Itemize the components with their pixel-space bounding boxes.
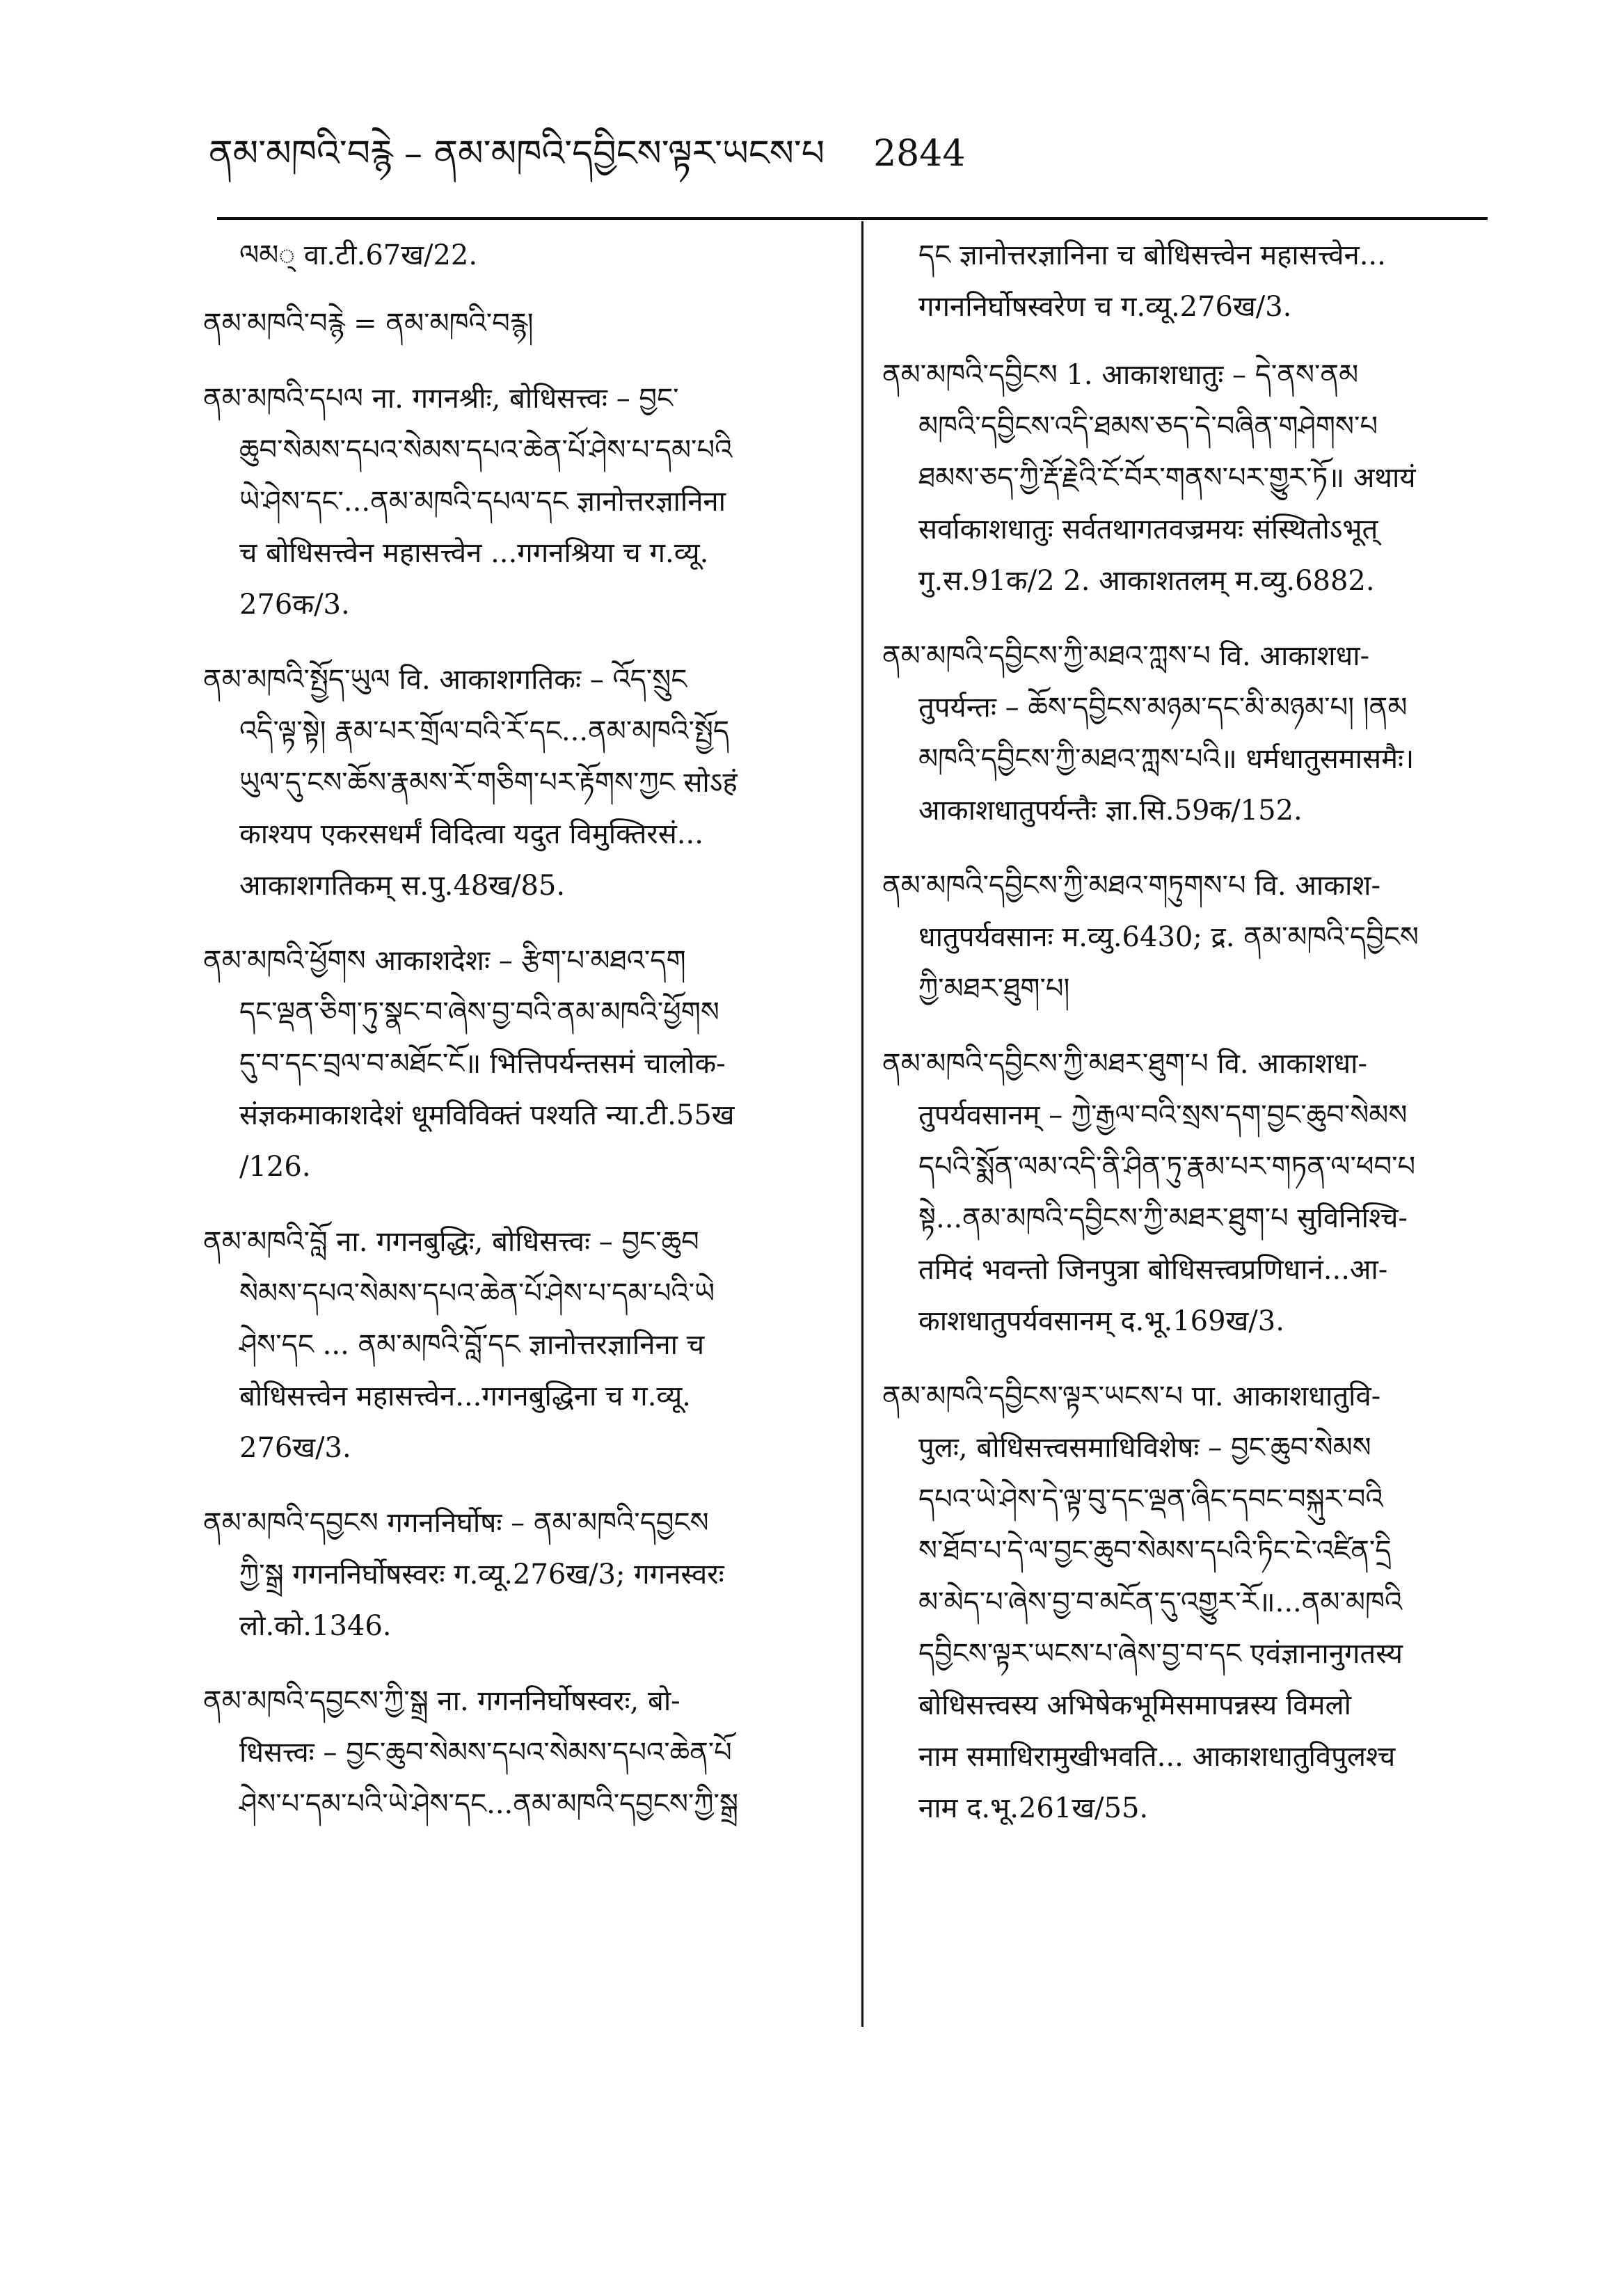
entry-line: धातुपर्यवसानः म.व्यु.6430; द्र. ནམ་མཁའི་དབྱིངས (918, 921, 1419, 953)
entry-line: འདི་ལྟ་སྟེ། རྣམ་པར་གྲོལ་བའི་རོ་དང...ནམ་མཁའི་སྤྱོད (239, 715, 730, 747)
entry-line-headword: ནམ་མཁའི་དབྱིངས་ཀྱི་མཐའ་གཏུགས་པ वि. आकाश- (882, 870, 1381, 902)
entry-line: तुपर्यवसानम् – ཀྱེ་རྒྱལ་བའི་སྲས་དག་བྱང་ཆུབ་སེམས (918, 1099, 1408, 1131)
entry-line-headword: ནམ་མཁའི་དབྱངས་ཀྱི་སྒྲ ना. गगननिर्घोषस्वरः, बो- (203, 1685, 680, 1717)
entry-line: སེམས་དཔའ་སེམས་དཔའ་ཆེན་པོ་ཤེས་པ་དམ་པའི་ཡེ (239, 1277, 715, 1309)
right-column (882, 230, 1495, 1858)
entry-line: ཀྱི་མཐར་ཐུག་པ། (918, 973, 1070, 1005)
dictionary-entry (882, 860, 1495, 1014)
entry-line-headword: ནམ་མཁའི་དབྱིངས་ལྟར་ཡངས་པ पा. आकाशधातुवि- (882, 1380, 1381, 1412)
entry-line: ཀྱི་སྒྲ गगननिर्घोषस्वरः ग.व्यू.276ख/3; गगनस्वरः (239, 1559, 724, 1591)
dictionary-entry (203, 298, 829, 349)
dictionary-entry (882, 630, 1495, 836)
entry-line: མཁའི་དབྱིངས་ཀྱི་མཐའ་ཀླས་པའི॥ धर्मधातुसमासमैः। (918, 743, 1415, 775)
entry-line: དཔའི་སྨོན་ལམ་འདི་ནི་ཤིན་ཏུ་རྣམ་པར་གཏན་ལ་ཕབ་པ (918, 1151, 1416, 1183)
entry-line: बोधिसत्त्वेन महासत्त्वेन...गगनबुद्धिना च ग.व्यू. (239, 1380, 691, 1412)
entry-line: ས་ཐོབ་པ་དེ་ལ་བྱང་ཆུབ་སེམས་དཔའི་ཏིང་ངེ་འཛིན་དྲི (918, 1535, 1392, 1567)
entry-line: ཡེ་ཤེས་དང་...ནམ་མཁའི་དཔལ་དང ज्ञानोत्तरज्ञानिना (239, 486, 726, 518)
entry-line: नाम समाधिरामुखीभवति... आकाशधातुविपुलश्च (918, 1741, 1396, 1773)
entry-line: སྟེ...ནམ་མཁའི་དབྱིངས་ཀྱི་མཐར་ཐུག་པ सुविनिश्चि- (918, 1202, 1408, 1234)
entry-line: तुपर्यन्तः – ཆོས་དབྱིངས་མཉམ་དང་མི་མཉམ་པ། །ནམ (918, 692, 1408, 724)
dictionary-entry (882, 349, 1495, 607)
entry-line: नाम द.भू.261ख/55. (918, 1792, 1149, 1824)
entry-line: काश्यप एकरसधर्मं विदित्वा यदुत विमुक्तिरसं... (239, 818, 703, 850)
left-column (203, 230, 829, 1854)
entry-line-headword: དང ज्ञानोत्तरज्ञानिना च बोधिसत्त्वेन महासत्त्वेन... (918, 239, 1386, 271)
dictionary-entry (203, 373, 829, 630)
entry-line-headword: ནམ་མཁའི་སྤྱོད་ཡུལ वि. आकाशगतिकः – འོད་སྲུང (203, 664, 687, 696)
entry-line: དབྱིངས་ལྟར་ཡངས་པ་ཞེས་བྱ་བ་དང एवंज्ञानानुगतस्य (918, 1638, 1403, 1670)
entry-line: धिसत्त्वः – བྱང་ཆུབ་སེམས་དཔའ་སེམས་དཔའ་ཆེན་པོ (239, 1737, 732, 1769)
entry-line: गगननिर्घोषस्वरेण च ग.व्यू.276ख/3. (918, 291, 1292, 323)
entry-line: དུ་བ་དང་བྲལ་བ་མཐོང་ངོ॥ भित्तिपर्यन्तसमं चालोक- (239, 1048, 726, 1080)
header-title: ནམ་མཁའི་བརྙེ – ནམ་མཁའི་དབྱིངས་ལྟར་ཡངས་པ (209, 132, 825, 175)
entry-line: आकाशगतिकम् स.पु.48ख/85. (239, 870, 566, 902)
entry-line-headword: ནམ་མཁའི་དབྱིངས་ཀྱི་མཐའ་ཀླས་པ वि. आकाशधा- (882, 640, 1370, 672)
entry-line: काशधातुपर्यवसानम् द.भू.169ख/3. (918, 1305, 1284, 1337)
entry-line: དང་ལྡན་ཅིག་ཏུ་སྣང་བ་ཞེས་བྱ་བའི་ནམ་མཁའི་ཕྱོགས (239, 996, 719, 1028)
dictionary-entry (203, 654, 829, 911)
entry-line: /126. (239, 1151, 311, 1183)
entry-line-headword: ལམ् वा.टी.67ख/22. (239, 239, 478, 271)
entry-line: དཔའ་ཡེ་ཤེས་དེ་ལྟ་བུ་དང་ལྡན་ཞིང་དབང་བསྐུར་བའི (918, 1483, 1383, 1515)
entry-line: ཆུབ་སེམས་དཔའ་སེམས་དཔའ་ཆེན་པོ་ཤེས་པ་དམ་པའི (239, 434, 733, 466)
entry-line: ཐམས་ཅད་ཀྱི་རྡོ་རྗེའི་ངོ་བོར་གནས་པར་གྱུར་ཏོ॥ अथायं (918, 462, 1416, 494)
entry-line-headword: ནམ་མཁའི་བརྙེ = ནམ་མཁའི་བརྙ། (203, 308, 534, 340)
running-header (209, 111, 1016, 174)
entry-line: མ་མེད་པ་ཞེས་བྱ་བ་མངོན་དུ་འགྱུར་རོ॥...ནམ་མཁའི (918, 1586, 1403, 1618)
dictionary-entry (882, 230, 1495, 333)
entry-line: ཤེས་པ་དམ་པའི་ཡེ་ཤེས་དང...ནམ་མཁའི་དབྱངས་ཀྱི་སྒྲ (239, 1788, 738, 1820)
entry-line-headword: ནམ་མཁའི་དབྱིངས 1. आकाशधातुः – དེ་ནས་ནམ (882, 359, 1359, 391)
entry-line-headword: ནམ་མཁའི་བློ ना. गगनबुद्धिः, बोधिसत्त्वः – བྱང་ཆུབ (203, 1226, 699, 1258)
entry-line: ཡུལ་དུ་ངས་ཆོས་རྣམས་རོ་གཅིག་པར་རྟོགས་ཀྱང सोऽहं (239, 767, 738, 799)
entry-line: लो.को.1346. (239, 1610, 392, 1642)
entry-line-headword: ནམ་མཁའི་ཕྱོགས आकाशदेशः – རྩིག་པ་མཐའ་དག (203, 945, 686, 977)
entry-line-headword: ནམ་མཁའི་དབྱིངས་ཀྱི་མཐར་ཐུག་པ वि. आकाशधा- (882, 1048, 1367, 1080)
dictionary-entry (882, 1371, 1495, 1834)
entry-line: 276ख/3. (239, 1432, 351, 1464)
entry-line: पुलः, बोधिसत्त्वसमाधिविशेषः – བྱང་ཆུབ་སེམས (918, 1432, 1371, 1464)
entry-line: མཁའི་དབྱིངས་འདི་ཐམས་ཅད་དེ་བཞིན་གཤེགས་པ (918, 411, 1378, 443)
entry-line: सर्वाकाशधातुः सर्वतथागतवज्रमयः संस्थितोऽभूत् (918, 513, 1378, 545)
dictionary-entry (203, 1497, 829, 1652)
dictionary-entry (203, 1675, 829, 1830)
header-rule (217, 217, 1488, 220)
entry-line-headword: ནམ་མཁའི་དབྱངས गगननिर्घोषः – ནམ་མཁའི་དབྱངས (203, 1507, 709, 1539)
dictionary-entry (203, 935, 829, 1193)
entry-line: संज्ञकमाकाशदेशं धूमविविक्तं पश्यति न्या.टी.55ख (239, 1099, 735, 1131)
page-number: 2844 (873, 132, 966, 175)
dictionary-entry (203, 1216, 829, 1474)
entry-line: बोधिसत्त्वस्य अभिषेकभूमिसमापन्नस्य विमलो (918, 1689, 1351, 1721)
entry-line: च बोधिसत्त्वेन महासत्त्वेन ...गगनश्रिया च ग.व्यू. (239, 537, 709, 569)
dictionary-entry (882, 1038, 1495, 1347)
entry-line: आकाशधातुपर्यन्तैः ज्ञा.सि.59क/152. (918, 795, 1303, 827)
entry-line: गु.स.91क/2 2. आकाशतलम् म.व्यु.6882. (918, 565, 1375, 597)
entry-line: तमिदं भवन्तो जिनपुत्रा बोधिसत्त्वप्रणिधानं...आ- (918, 1254, 1388, 1286)
entry-line-headword: ནམ་མཁའི་དཔལ ना. गगनश्रीः, बोधिसत्त्वः – བྱང་ (203, 383, 679, 415)
dictionary-entry (203, 230, 829, 281)
entry-line: ཤེས་དང ... ནམ་མཁའི་བློ་དང ज्ञानोत्तरज्ञानिना च (239, 1329, 705, 1361)
entry-line: 276क/3. (239, 589, 350, 621)
column-divider (861, 221, 863, 2027)
